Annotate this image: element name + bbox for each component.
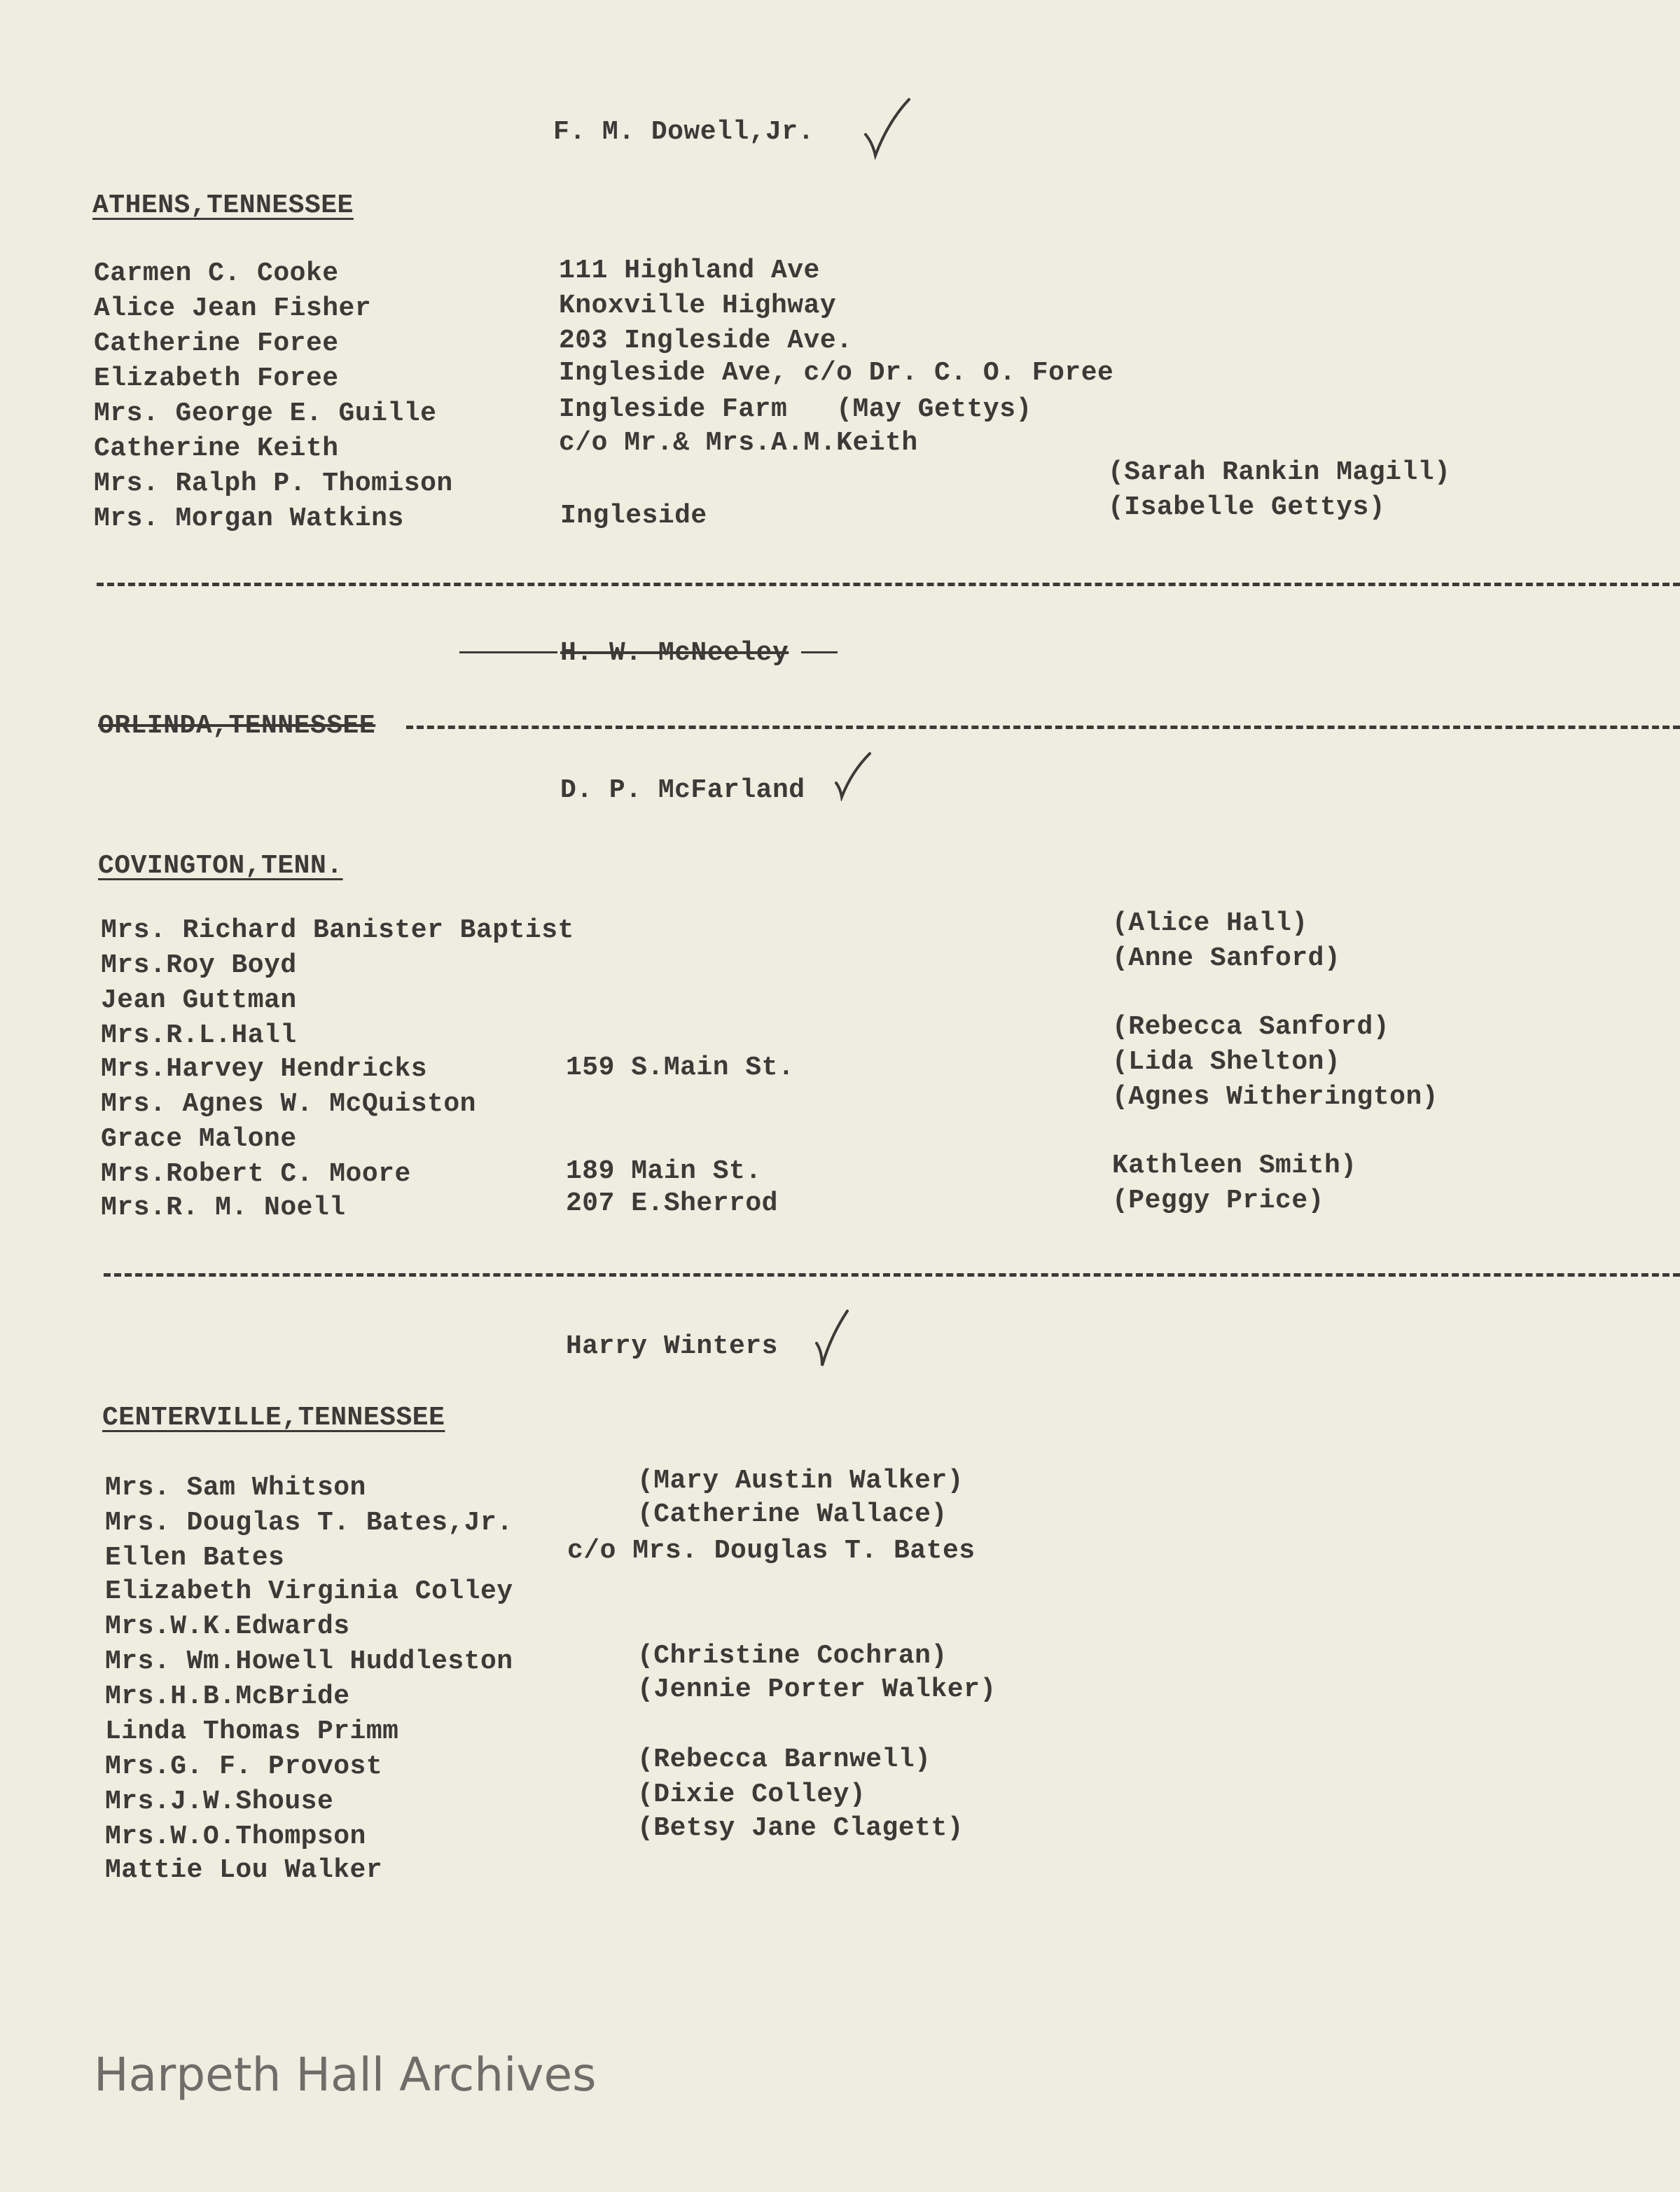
list-item-note: (Jennie Porter Walker) [637,1674,997,1705]
list-item-name: Mrs.R.L.Hall [101,1020,297,1050]
section-title: COVINGTON,TENN. [98,851,343,881]
list-item-name: Elizabeth Virginia Colley [105,1576,513,1607]
list-item-name: Catherine Keith [94,433,339,464]
strike-extension-right [801,651,838,653]
list-item-name: Mrs.Robert C. Moore [101,1159,411,1189]
checkmark-icon [814,1308,850,1370]
list-item-name: Mrs.W.O.Thompson [105,1822,366,1852]
list-item-name: Mrs. George E. Guille [94,398,437,429]
list-item-name: Mrs. Ralph P. Thomison [94,469,453,499]
representative-name: D. P. McFarland [560,775,805,805]
section-divider [104,1273,1680,1277]
list-item-address: 203 Ingleside Ave. [559,326,853,356]
list-item-maiden: (Alice Hall) [1112,908,1308,938]
list-item-address: 111 Highland Ave [559,256,820,286]
checkmark-icon [863,97,912,160]
list-item-maiden: (Rebecca Sanford) [1112,1012,1390,1042]
list-item-name: Mrs.J.W.Shouse [105,1787,334,1817]
list-item-name: Mrs. Richard Banister Baptist [101,915,574,945]
list-item-name: Mrs. Sam Whitson [105,1473,366,1503]
list-item-name: Mrs.Harvey Hendricks [101,1054,428,1084]
list-item-maiden: (Sarah Rankin Magill) [1108,457,1451,487]
list-item-name: Mrs. Morgan Watkins [94,504,404,534]
list-item-name: Mrs.W.K.Edwards [105,1611,350,1642]
list-item-address: c/o Mr.& Mrs.A.M.Keith [559,428,918,458]
section-title: CENTERVILLE,TENNESSEE [102,1403,445,1433]
section-divider [406,726,1680,729]
strike-extension-left [459,651,557,653]
list-item-address: 207 E.Sherrod [566,1188,778,1219]
list-item-name: Carmen C. Cooke [94,258,339,289]
list-item-name: Mrs.H.B.McBride [105,1681,350,1712]
section-title: ATHENS,TENNESSEE [92,190,354,221]
list-item-maiden: (Peggy Price) [1112,1186,1324,1216]
section-title-struck: ORLINDA,TENNESSEE [98,711,376,741]
representative-name-struck: H. W. McNeeley [560,638,789,668]
list-item-name: Mrs. Wm.Howell Huddleston [105,1646,513,1677]
list-item-name: Mrs.Roy Boyd [101,950,297,980]
list-item-maiden: (Isabelle Gettys) [1108,492,1386,522]
list-item-name: Jean Guttman [101,985,297,1015]
list-item-name: Mrs. Douglas T. Bates,Jr. [105,1508,513,1538]
list-item-name: Alice Jean Fisher [94,293,372,324]
checkmark-icon [833,751,873,801]
list-item-address: 189 Main St. [566,1156,762,1186]
list-item-note: (Mary Austin Walker) [637,1466,964,1496]
section-divider [97,583,1680,586]
list-item-note: (Rebecca Barnwell) [637,1744,931,1775]
list-item-name: Ellen Bates [105,1543,285,1573]
list-item-name: Elizabeth Foree [94,363,339,394]
list-item-note: (Dixie Colley) [637,1780,866,1810]
list-item-maiden: Kathleen Smith) [1112,1151,1357,1181]
list-item-address: 159 S.Main St. [566,1053,795,1083]
list-item-address: Knoxville Highway [559,291,837,321]
list-item-name: Mattie Lou Walker [105,1855,383,1885]
list-item-name: Mrs.G. F. Provost [105,1751,383,1782]
list-item-name: Linda Thomas Primm [105,1716,399,1747]
list-item-name: Grace Malone [101,1124,297,1154]
representative-name: F. M. Dowell,Jr. [553,117,814,147]
list-item-name: Mrs.R. M. Noell [101,1193,346,1223]
list-item-name: Catherine Foree [94,328,339,359]
representative-name: Harry Winters [566,1331,778,1361]
list-item-note: (Catherine Wallace) [637,1499,947,1529]
list-item-name: Mrs. Agnes W. McQuiston [101,1089,476,1119]
list-item-maiden: (Agnes Witherington) [1112,1082,1439,1112]
list-item-address: Ingleside Farm (May Gettys) [559,394,1032,424]
list-item-maiden: (Anne Sanford) [1112,943,1341,973]
list-item-note: (Christine Cochran) [637,1641,947,1671]
list-item-address: Ingleside [560,501,707,531]
list-item-note: (Betsy Jane Clagett) [637,1813,964,1843]
list-item-address: Ingleside Ave, c/o Dr. C. O. Foree [559,358,1114,388]
list-item-note: c/o Mrs. Douglas T. Bates [567,1536,976,1566]
list-item-maiden: (Lida Shelton) [1112,1047,1341,1077]
archive-watermark: Harpeth Hall Archives [94,2048,597,2102]
